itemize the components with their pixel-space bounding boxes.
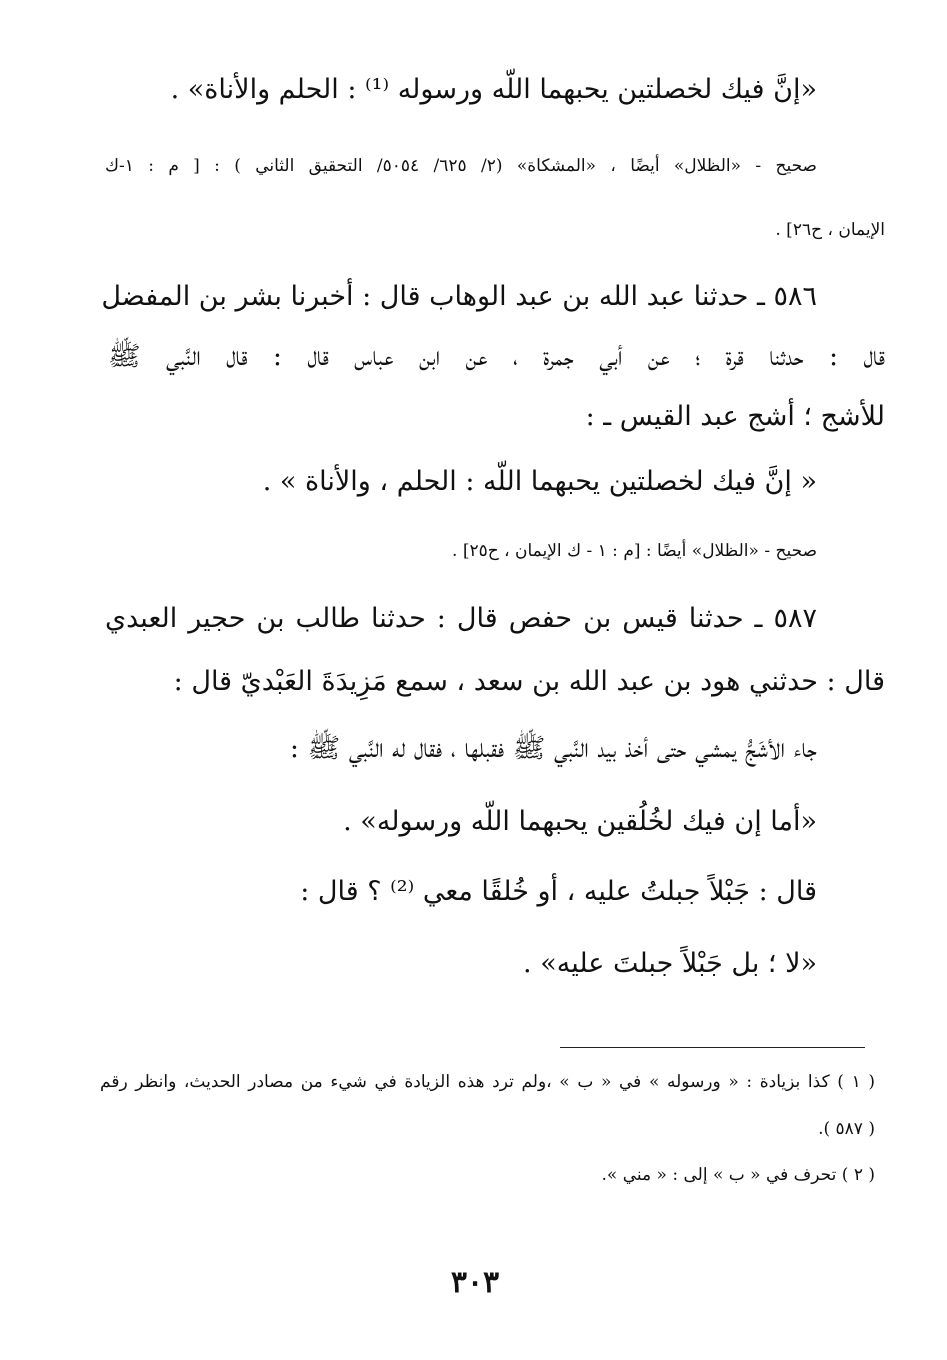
hadith-text-line: «لا ؛ بل جَبْلاً جبلتَ عليه» .: [523, 948, 817, 979]
takhrij-note: الإيمان ، ح٢٦] .: [775, 220, 885, 240]
isnad-line: ٥٨٧ ـ حدثنا قيس بن حفص قال : حدثنا طالب بن حجير العبدي: [105, 603, 817, 634]
hadith-text-line: قال : جَبْلاً جبلتُ عليه ، أو خُلقًا معي ⁽²⁾ ؟ قال :: [300, 876, 817, 907]
footnote: ( ٢ ) تحرف في « ب » إلى : « مني ».: [601, 1165, 875, 1185]
page-number: ٣٠٣: [450, 1265, 500, 1300]
hadith-text-line: جاء الأشَجُّ يمشي حتى أخذ بيد النَّبي ﷺ فقبلها ، فقال له النَّبي ﷺ :: [289, 733, 817, 764]
isnad-line: قال : حدثنا قرة ؛ عن أبي جمرة ، عن ابن عباس قال : قال النَّبي ﷺ: [108, 341, 885, 372]
hadith-text-line: «إنَّ فيك لخصلتين يحبهما اللّه ورسوله ⁽¹⁾ : الحلم والأناة» .: [170, 74, 817, 105]
footnote-divider: [560, 1047, 865, 1048]
isnad-line: قال : حدثني هود بن عبد الله بن سعد ، سمع مَزِيدَةَ العَبْديّ قال :: [173, 666, 885, 697]
footnote: ( ١ ) كذا بزيادة : « ورسوله » في « ب » ،ولم ترد هذه الزيادة في شيء من مصادر الحديث، وانظر رقم: [100, 1072, 875, 1092]
takhrij-note: صحيح - «الظلال» أيضًا ، «المشكاة» (٢/ ٦٢٥/ ٥٠٥٤/ التحقيق الثاني ) : [ م : ١-ك: [105, 156, 817, 176]
isnad-line: ٥٨٦ ـ حدثنا عبد الله بن عبد الوهاب قال : أخبرنا بشر بن المفضل: [101, 281, 817, 312]
hadith-text-line: «أما إن فيك لخُلُقين يحبهما اللّه ورسوله» .: [343, 806, 817, 837]
takhrij-note: صحيح - «الظلال» أيضًا : [م : ١ - ك الإيمان ، ح٢٥] .: [452, 541, 817, 561]
footnote: .( ٥٨٧ ): [818, 1119, 875, 1139]
isnad-line: للأشج ؛ أشج عبد القيس ـ :: [585, 401, 885, 432]
hadith-text-line: « إنَّ فيك لخصلتين يحبهما اللّه : الحلم ، والأناة » .: [262, 466, 817, 497]
